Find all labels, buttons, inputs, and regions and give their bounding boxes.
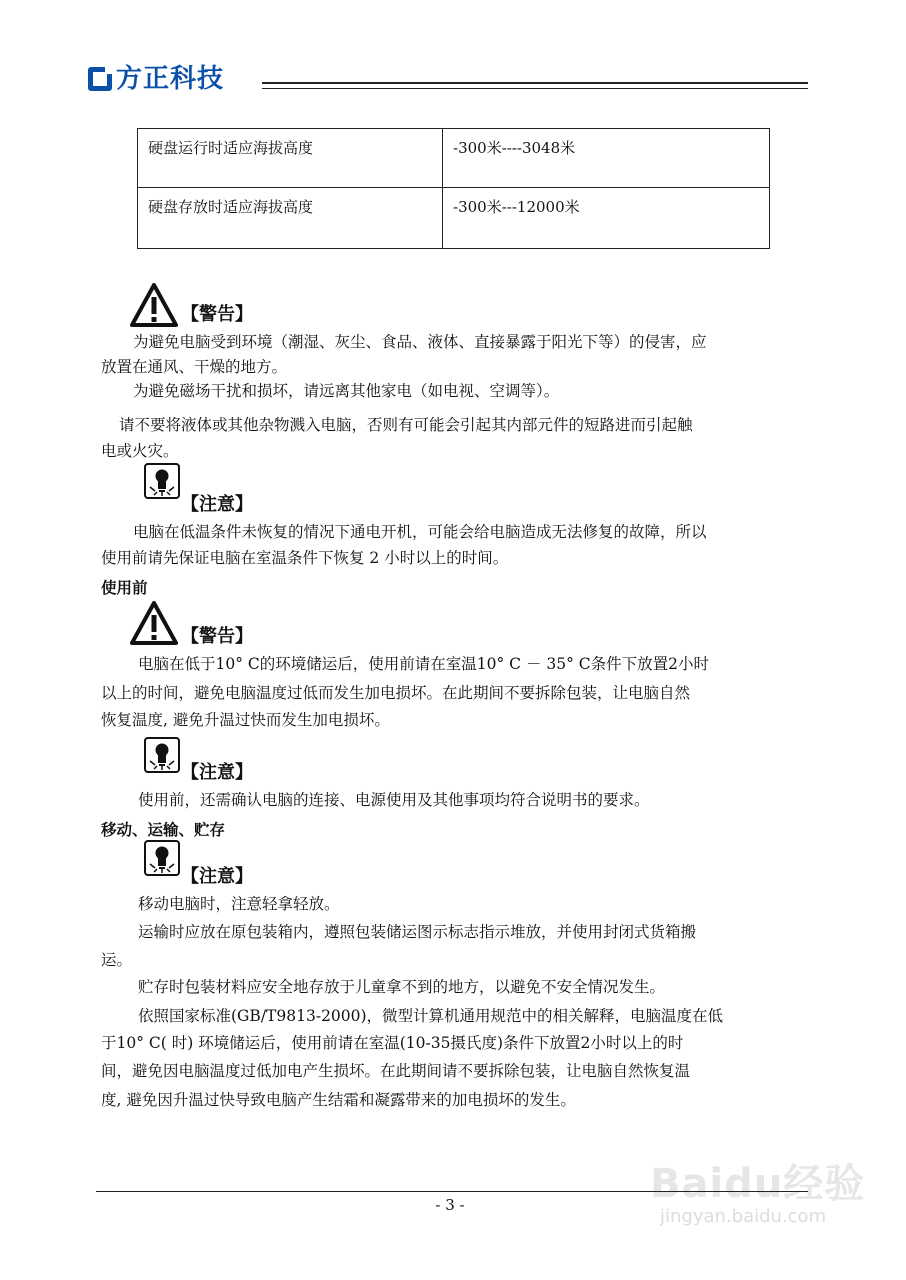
- paragraph-line: 于10° C( 时) 环境储运后，使用前请在室温(10-35摄氏度)条件下放置2小时以上的时: [101, 1034, 684, 1052]
- paragraph-line: 使用前请先保证电脑在室温条件下恢复 2 小时以上的时间。: [101, 549, 509, 567]
- lightbulb-icon: [144, 737, 180, 773]
- section-heading: 移动、运输、贮存: [101, 821, 226, 839]
- watermark-url: jingyan.baidu.com: [660, 1206, 827, 1227]
- paragraph-line: 恢复温度, 避免升温过快而发生加电损坏。: [101, 711, 390, 729]
- note-label: 【注意】: [181, 494, 253, 515]
- logo-text: 方正科技: [116, 64, 225, 94]
- paragraph-line: 运输时应放在原包装箱内，遵照包装储运图示标志指示堆放，并使用封闭式货箱搬: [138, 923, 697, 941]
- paragraph-line: 以上的时间，避免电脑温度过低而发生加电损坏。在此期间不要拆除包装，让电脑自然: [101, 684, 691, 702]
- brand-logo: [88, 64, 224, 94]
- page-number: - 3 -: [435, 1196, 465, 1214]
- paragraph-line: 放置在通风、干燥的地方。: [101, 358, 288, 376]
- paragraph-line: 度, 避免因升温过快导致电脑产生结霜和凝露带来的加电损坏的发生。: [101, 1091, 576, 1109]
- paragraph-line: 使用前，还需确认电脑的连接、电源使用及其他事项均符合说明书的要求。: [138, 791, 650, 809]
- warning-triangle-icon: [130, 283, 178, 327]
- table-cell: -300米---12000米: [443, 188, 770, 249]
- logo-mark-icon: [88, 67, 112, 91]
- paragraph-line: 为避免电脑受到环境（潮湿、灰尘、食品、液体、直接暴露于阳光下等）的侵害，应: [133, 333, 707, 351]
- table-row: [138, 188, 770, 249]
- table-cell: -300米----3048米: [443, 129, 770, 188]
- baidu-watermark: Baidu经验: [650, 1161, 866, 1207]
- paragraph-line: 运。: [101, 951, 133, 969]
- paragraph-line: 电脑在低温条件未恢复的情况下通电开机，可能会给电脑造成无法修复的故障，所以: [133, 523, 707, 541]
- header-rule-thin: [262, 88, 808, 89]
- paragraph-line: 移动电脑时，注意轻拿轻放。: [138, 895, 340, 913]
- warning-label: 【警告】: [181, 626, 253, 647]
- paragraph-line: 电脑在低于10° C的环境储运后，使用前请在室温10° C － 35° C条件下放置2小时: [138, 655, 709, 673]
- paragraph-line: 请不要将液体或其他杂物溅入电脑，否则有可能会引起其内部元件的短路进而引起触: [119, 416, 693, 434]
- warning-triangle-icon: [130, 601, 178, 645]
- lightbulb-icon: [144, 463, 180, 499]
- table-cell: 硬盘运行时适应海拔高度: [138, 129, 443, 188]
- header-rule: [262, 82, 808, 84]
- lightbulb-icon: [144, 840, 180, 876]
- warning-label: 【警告】: [181, 304, 253, 325]
- paragraph-line: 电或火灾。: [101, 442, 179, 460]
- section-heading: 使用前: [101, 579, 148, 597]
- paragraph-line: 间，避免因电脑温度过低加电产生损坏。在此期间请不要拆除包装，让电脑自然恢复温: [101, 1062, 691, 1080]
- paragraph-line: 依照国家标准(GB/T9813-2000)，微型计算机通用规范中的相关解释，电脑温度在低: [138, 1007, 724, 1025]
- note-label: 【注意】: [181, 866, 253, 887]
- note-label: 【注意】: [181, 762, 253, 783]
- table-cell: 硬盘存放时适应海拔高度: [138, 188, 443, 249]
- paragraph-line: 贮存时包装材料应安全地存放于儿童拿不到的地方，以避免不安全情况发生。: [138, 978, 666, 996]
- paragraph-line: 为避免磁场干扰和损坏，请远离其他家电（如电视、空调等）。: [133, 382, 560, 400]
- altitude-spec-table: [137, 128, 770, 249]
- table-row: [138, 129, 770, 188]
- footer-rule: [96, 1191, 808, 1192]
